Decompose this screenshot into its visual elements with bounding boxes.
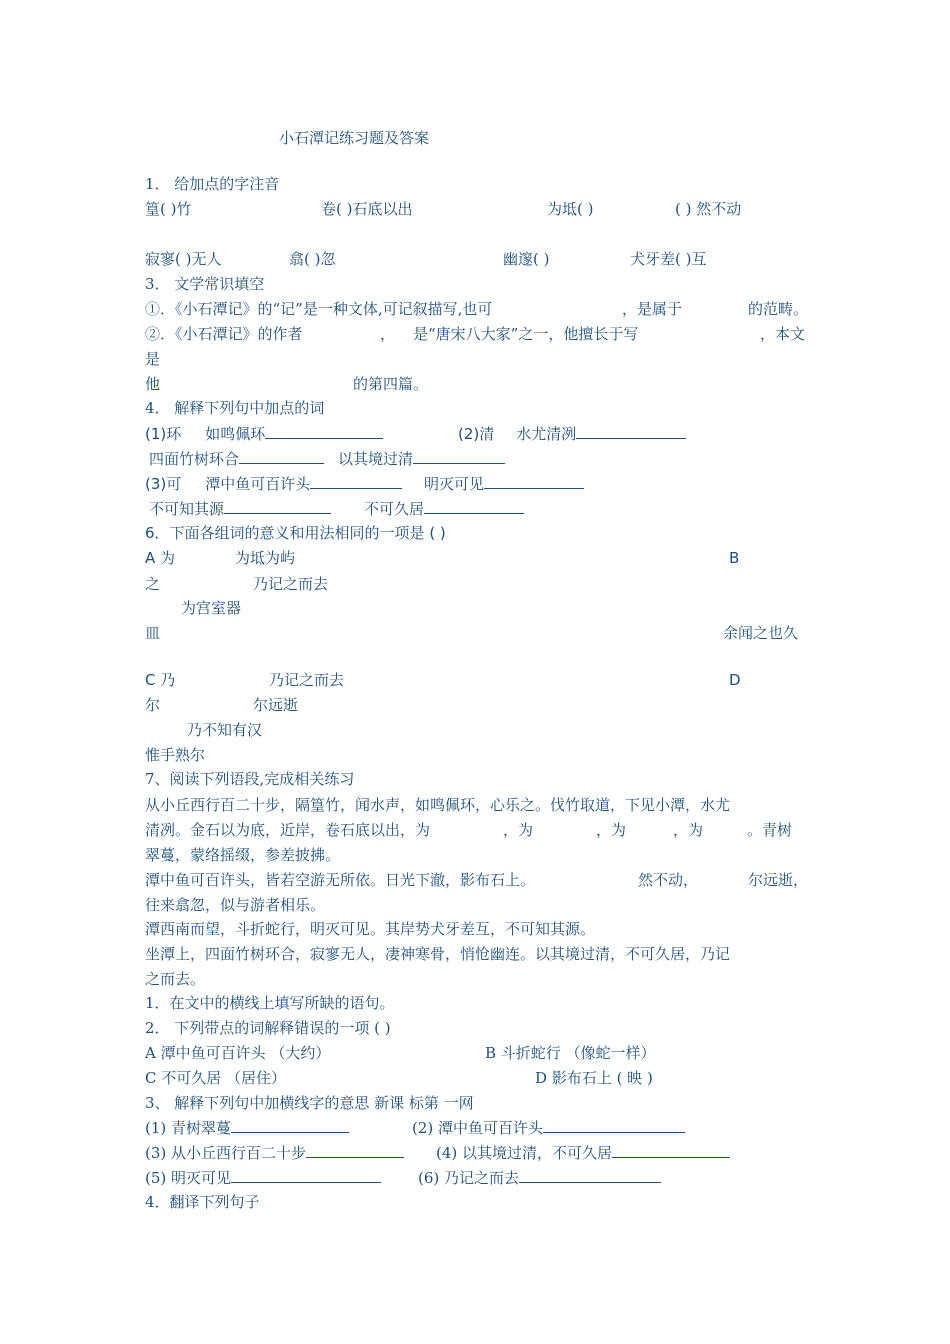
q3-line: ①．《小石潭记》的“记”是一种文体,可记叙描写,也可 [145, 300, 493, 318]
q3-line: ， [380, 325, 396, 343]
q1-heading: 1． 给加点的字注音 [145, 175, 280, 193]
q7-item: (5) 明灭可见 [145, 1167, 381, 1188]
q6-option: 乃记之而去 [253, 575, 329, 593]
q6-option: C 乃 [145, 671, 176, 689]
q7-item: (6) 乃记之而去 [418, 1167, 661, 1188]
q6-option: 为宫室器 [181, 599, 242, 617]
passage-line: 潭中鱼可百许头，皆若空游无所依。日光下澈，影布石上。 [145, 871, 536, 889]
q6-option: 余闻之也久 [723, 624, 799, 642]
q6-option: 乃不知有汉 [187, 721, 263, 739]
q7-subquestion: 1．在文中的横线上填写所缺的语句。 [145, 994, 395, 1012]
q7-item: (3) 从小丘西行百二十步 [145, 1142, 404, 1163]
q1-item: 犬牙差( )互 [630, 250, 707, 268]
q4-item: 四面竹树环合 [149, 448, 324, 469]
q6-option: 尔远逝 [253, 696, 299, 714]
q7-subquestion: 3、 解释下列句中加横线字的意思 新课 标第 一网 [145, 1094, 474, 1112]
q3-heading: 3． 文学常识填空 [145, 275, 265, 293]
passage-line: 潭西南而望，斗折蛇行，明灭可见。其岸势犬牙差互，不可知其源。 [145, 920, 596, 938]
q3-line: 是 [145, 350, 161, 368]
passage-line: 清冽。金石以为底，近岸，卷石底以出，为 [145, 821, 431, 839]
q7-heading: 7、阅读下列语段,完成相关练习 [145, 770, 355, 788]
q7-subquestion: 4．翻译下列句子 [145, 1193, 260, 1211]
passage-line: 翠蔓，蒙络摇缀，参差披拂。 [145, 846, 341, 864]
passage-line: 坐潭上，四面竹树环合，寂寥无人，凄神寒骨，悄怆幽连。以其境过清，不可久居，乃记 [145, 945, 731, 963]
q4-item: (3)可 潭中鱼可百许头 [145, 473, 402, 494]
q6-option: B [729, 549, 740, 567]
q1-item: 卷( )石底以出 [321, 200, 413, 218]
passage-line: 从小丘西行百二十步，隔篁竹，闻水声，如鸣佩环，心乐之。伐竹取道，下见小潭，水尤 [145, 796, 731, 814]
passage-line: 尔远逝， [748, 871, 809, 889]
q4-item: 不可知其源 [149, 498, 331, 519]
q7-option: A 潭中鱼可百许头 （大约） [145, 1044, 331, 1062]
q3-line: ②．《小石潭记》的作者 [145, 325, 303, 343]
q6-option: 皿 [145, 624, 161, 642]
q6-option: 乃记之而去 [269, 671, 345, 689]
q3-line: ，是属于 [622, 300, 683, 318]
q4-item: 明灭可见 [424, 473, 584, 494]
q7-option: C 不可久居 （居住） [145, 1069, 287, 1087]
q4-item: (1)环 如鸣佩环 [145, 423, 383, 444]
q4-item: (2)清 水尤清冽 [458, 423, 686, 444]
q6-option: D [729, 671, 741, 689]
q7-option: B 斗折蛇行 （像蛇一样） [485, 1044, 656, 1062]
q3-line: 是“唐宋八大家”之一，他擅长于写 [413, 325, 639, 343]
q3-line: ，本文 [760, 325, 806, 343]
passage-line: 之而去。 [145, 970, 206, 988]
q7-item: (2) 潭中鱼可百许头 [412, 1117, 685, 1138]
q1-item: ( ) 然不动 [675, 200, 742, 218]
q4-item: 不可久居 [364, 498, 524, 519]
passage-line: 然不动， [638, 871, 699, 889]
q3-line: 的范畴。 [748, 300, 809, 318]
page-title: 小石潭记练习题及答案 [279, 129, 430, 147]
q7-item: (1) 青树翠蔓 [145, 1117, 349, 1138]
passage-line: ，为 [503, 821, 534, 839]
q1-item: 翕( )忽 [289, 250, 336, 268]
q6-option: 为坻为屿 [235, 549, 296, 567]
q6-option: 惟手熟尔 [145, 746, 206, 764]
q7-item: (4) 以其境过清，不可久居 [436, 1142, 730, 1163]
passage-line: 往来翕忽，似与游者相乐。 [145, 896, 326, 914]
q1-item: 篁( )竹 [145, 200, 192, 218]
q3-line: 的第四篇。 [353, 375, 429, 393]
passage-line: 。青树 [747, 821, 793, 839]
q4-heading: 4． 解释下列句中加点的词 [145, 399, 325, 417]
passage-line: ，为 [596, 821, 627, 839]
q3-line: 他 [145, 375, 161, 393]
q1-item: 寂寥( )无人 [145, 250, 222, 268]
passage-line: ，为 [673, 821, 704, 839]
q7-option: D 影布石上 ( 映 ) [535, 1069, 653, 1087]
q1-item: 幽邃( ) [503, 250, 550, 268]
q6-option: 之 [145, 575, 161, 593]
q6-option: 尔 [145, 696, 161, 714]
q6-heading: 6．下面各组词的意义和用法相同的一项是 ( ) [145, 524, 446, 542]
q4-item: 以其境过清 [338, 448, 505, 469]
q6-option: A 为 [145, 549, 176, 567]
q1-item: 为坻( ) [547, 200, 594, 218]
q7-subquestion: 2． 下列带点的词解释错误的一项 ( ) [145, 1019, 391, 1037]
